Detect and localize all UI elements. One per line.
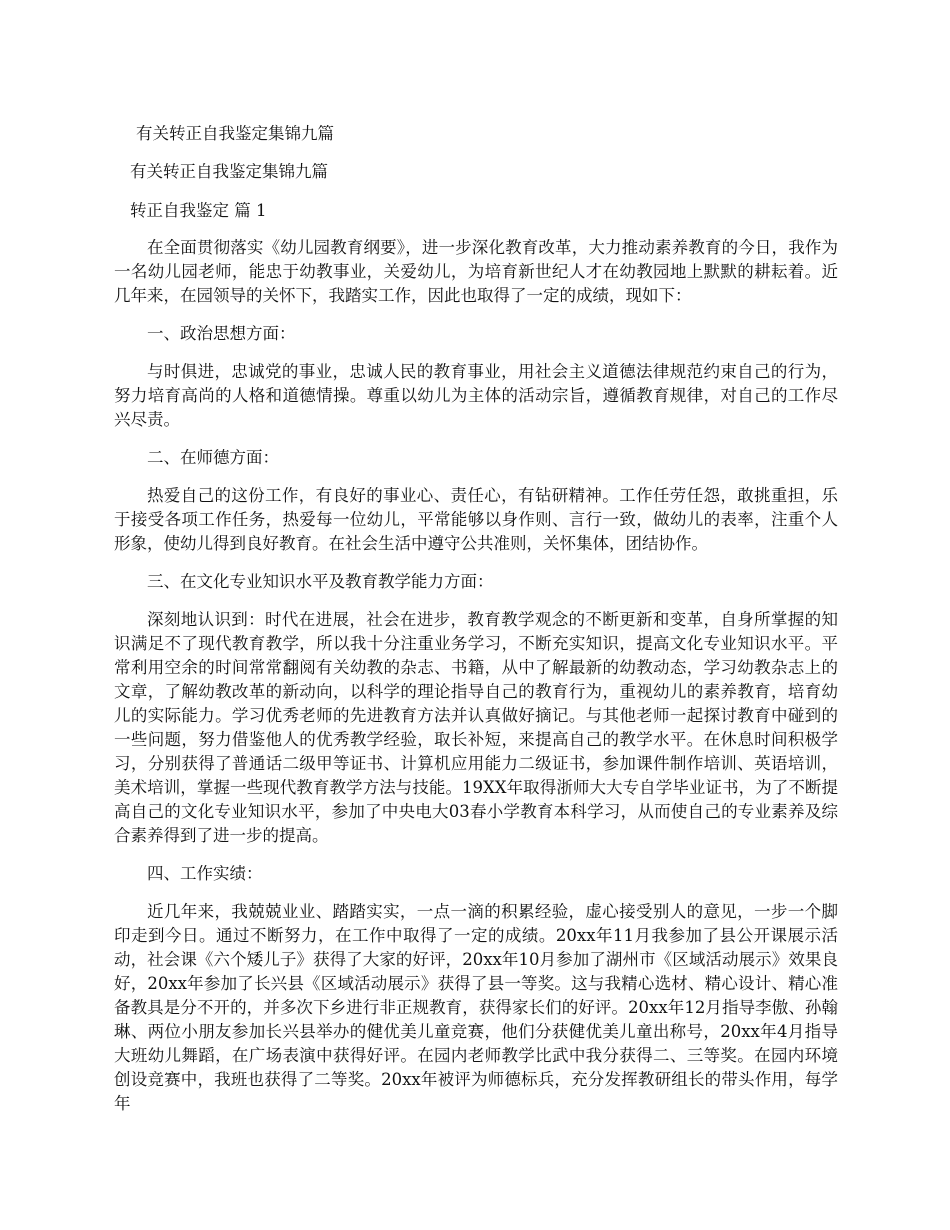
- heading-teacher-ethics: 二、在师德方面：: [147, 448, 279, 467]
- paragraph-professional-ability: 深刻地认识到：时代在进展，社会在进步，教育教学观念的不断更新和变革，自身所掌握的知识满足不了现代教育教学，所以我十分注重业务学习，不断充实知识，提高文化专业知识水平。平常利用空余的时间常常翻阅有关幼教的杂志、书籍，从中了解最新的幼教动态，学习幼教杂志上的文章，了解幼教改革的新动向，以科学的理论指导自己的教育行为，重视幼儿的素养教育，培育幼儿的实际能力。学习优秀老师的先进教育方法并认真做好摘记。与其他老师一起探讨教育中碰到的一些问题，努力借鉴他人的优秀教学经验，取长补短，来提高自己的教学水平。在休息时间积极学习，分别获得了普通话二级甲等证书、计算机应用能力二级证书，参加课件制作培训、英语培训，美术培训，掌握一些现代教育教学方法与技能。19XX年取得浙师大大专自学毕业证书，为了不断提高自己的文化专业知识水平，参加了中央电大03春小学教育本科学习，从而使自己的专业素养及综合素养得到了进一步的提高。: [114, 610, 838, 845]
- heading-work-achievements: 四、工作实绩：: [147, 864, 263, 883]
- intro-paragraph: 在全面贯彻落实《幼儿园教育纲要》，进一步深化教育改革，大力推动素养教育的今日，我作为一名幼儿园老师，能忠于幼教事业，关爱幼儿，为培育新世纪人才在幼教园地上默默的耕耘着。近几年来，在园领导的关怀下，我踏实工作，因此也取得了一定的成绩，现如下：: [114, 238, 838, 305]
- heading-political-thought: 一、政治思想方面：: [147, 324, 296, 343]
- heading-professional-ability: 三、在文化专业知识水平及教育教学能力方面：: [147, 572, 494, 591]
- paragraph-teacher-ethics: 热爱自己的这份工作，有良好的事业心、责任心，有钻研精神。工作任劳任怨，敢挑重担，乐于接受各项工作任务，热爱每一位幼儿，平常能够以身作则、言行一致，做幼儿的表率，注重个人形象，使幼儿得到良好教育。在社会生活中遵守公共准则，关怀集体，团结协作。: [114, 486, 838, 553]
- document-title: 有关转正自我鉴定集锦九篇: [136, 124, 334, 143]
- paragraph-political-thought: 与时俱进，忠诚党的事业，忠诚人民的教育事业，用社会主义道德法律规范约束自己的行为，努力培育高尚的人格和道德情操。尊重以幼儿为主体的活动宗旨，遵循教育规律，对自己的工作尽兴尽责。: [114, 362, 838, 429]
- section-title: 转正自我鉴定 篇 1: [130, 201, 267, 220]
- document-subtitle: 有关转正自我鉴定集锦九篇: [130, 162, 328, 181]
- document-body: [114, 122, 838, 1130]
- paragraph-work-achievements: 近几年来，我兢兢业业、踏踏实实，一点一滴的积累经验，虚心接受别人的意见，一步一个脚印走到今日。通过不断努力，在工作中取得了一定的成绩。20xx年11月我参加了县公开课展示活动，社会课《六个矮儿子》获得了大家的好评，20xx年10月参加了湖州市《区域活动展示》效果良好，20xx年参加了长兴县《区域活动展示》获得了县一等奖。这与我精心选材、精心设计、精心准备教具是分不开的，并多次下乡进行非正规教育，获得家长们的好评。20xx年12月指导李傲、孙翰琳、两位小朋友参加长兴县举办的健优美儿童竞赛，他们分获健优美儿童出称号，20xx年4月指导大班幼儿舞蹈，在广场表演中获得好评。在园内老师教学比武中我分获得二、三等奖。在园内环境创设竞赛中，我班也获得了二等奖。20xx年被评为师德标兵，充分发挥教研组长的带头作用，每学年: [114, 902, 838, 1113]
